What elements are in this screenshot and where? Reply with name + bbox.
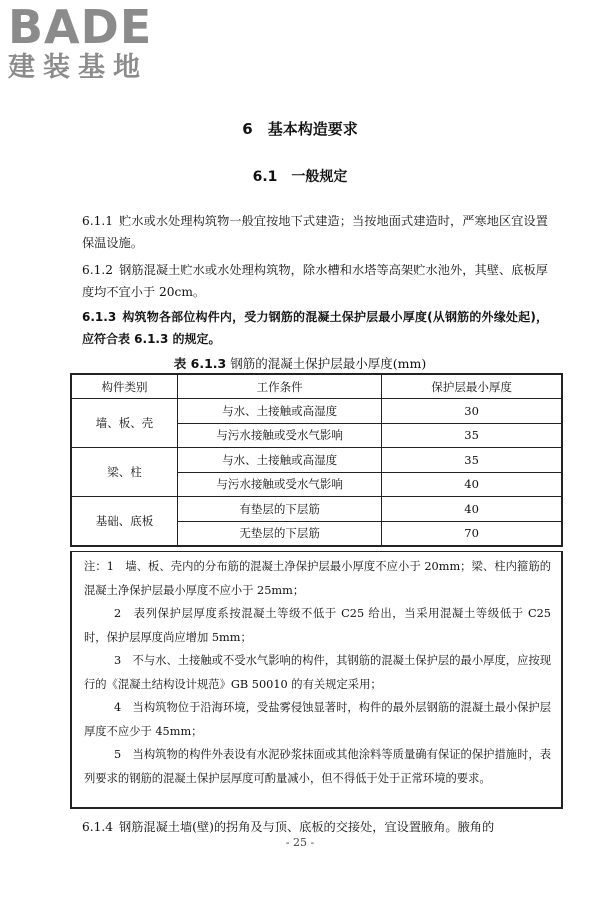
- clause-6-1-2: [82, 259, 548, 303]
- table-row: [71, 399, 562, 424]
- header-condition: 工作条件: [178, 374, 382, 399]
- clause-6-1-1: [82, 210, 548, 254]
- section-title: 6.1 一般规定: [252, 169, 348, 185]
- header-thickness: 保护层最小厚度: [382, 374, 562, 399]
- condition-cell: 与水、土接触或高湿度: [178, 399, 382, 424]
- table-row: [71, 497, 562, 522]
- table-caption-text: 钢筋的混凝土保护层最小厚度(mm): [230, 356, 427, 371]
- condition-cell: 无垫层的下层筋: [178, 521, 382, 546]
- table-note: 2 表列保护层厚度系按混凝土等级不低于 C25 给出，当采用混凝土等级低于 C25 时，保护层厚度尚应增加 5mm；: [84, 607, 551, 644]
- chapter-title: 6 基本构造要求: [242, 120, 358, 138]
- table-notes: [70, 551, 563, 809]
- table-row: [71, 448, 562, 473]
- condition-cell: 与水、土接触或高湿度: [178, 448, 382, 473]
- clause-number: 6.1.1: [82, 214, 114, 228]
- condition-cell: 有垫层的下层筋: [178, 497, 382, 522]
- clause-text: 钢筋混凝土贮水或水处理构筑物，除水槽和水塔等高架贮水池外，其壁、底板厚度均不宜小于 20cm。: [82, 263, 548, 299]
- logo-subtitle: 建装基地: [8, 52, 148, 83]
- clause-number: 6.1.2: [82, 263, 114, 277]
- table-note: 注：1 墙、板、壳内的分布筋的混凝土净保护层最小厚度不应小于 20mm；梁、柱内箍筋的混凝土净保护层最小厚度不应小于 25mm；: [84, 560, 551, 597]
- condition-cell: 与污水接触或受水气影响: [178, 423, 382, 448]
- table-caption-label: 表 6.1.3: [173, 356, 227, 371]
- thickness-cell: 35: [382, 448, 562, 473]
- logo-wordmark: BADE: [8, 0, 153, 54]
- table-caption: [0, 354, 600, 372]
- clause-6-1-4: [82, 816, 548, 838]
- condition-cell: 与污水接触或受水气影响: [178, 472, 382, 497]
- header-category: 构件类别: [71, 374, 178, 399]
- thickness-cell: 40: [382, 472, 562, 497]
- table-note: 3 不与水、土接触或不受水气影响的构件，其钢筋的混凝土保护层的最小厚度，应按现行的《混凝土结构设计规范》GB 50010 的有关规定采用；: [84, 654, 551, 691]
- page-number: - 25 -: [285, 836, 315, 849]
- logo: [8, 0, 178, 84]
- cover-thickness-table: [70, 373, 563, 547]
- table-note: 5 当构筑物的构件外表设有水泥砂浆抹面或其他涂料等质量确有保证的保护措施时，表列要求的钢筋的混凝土保护层厚度可酌量减小，但不得低于处于正常环境的要求。: [84, 748, 551, 785]
- thickness-cell: 40: [382, 497, 562, 522]
- thickness-cell: 35: [382, 423, 562, 448]
- category-cell: 梁、柱: [71, 448, 178, 497]
- clause-text: 贮水或水处理构筑物一般宜按地下式建造；当按地面式建造时，严寒地区宜设置保温设施。: [82, 214, 548, 250]
- table-note: 4 当构筑物位于沿海环境，受盐雾侵蚀显著时，构件的最外层钢筋的混凝土最小保护层厚度不应少于 45mm；: [84, 701, 551, 738]
- clause-6-1-3: [82, 306, 548, 350]
- category-cell: 墙、板、壳: [71, 399, 178, 448]
- clause-text: 钢筋混凝土墙(壁)的拐角及与顶、底板的交接处，宜设置腋角。腋角的: [119, 820, 495, 834]
- clause-number: 6.1.4: [82, 820, 114, 834]
- table-header-row: [71, 374, 562, 399]
- thickness-cell: 70: [382, 521, 562, 546]
- category-cell: 基础、底板: [71, 497, 178, 547]
- thickness-cell: 30: [382, 399, 562, 424]
- clause-text: 构筑物各部位构件内，受力钢筋的混凝土保护层最小厚度(从钢筋的外缘处起)，应符合表 6.1.3 的规定。: [82, 310, 548, 346]
- clause-number: 6.1.3: [82, 310, 117, 324]
